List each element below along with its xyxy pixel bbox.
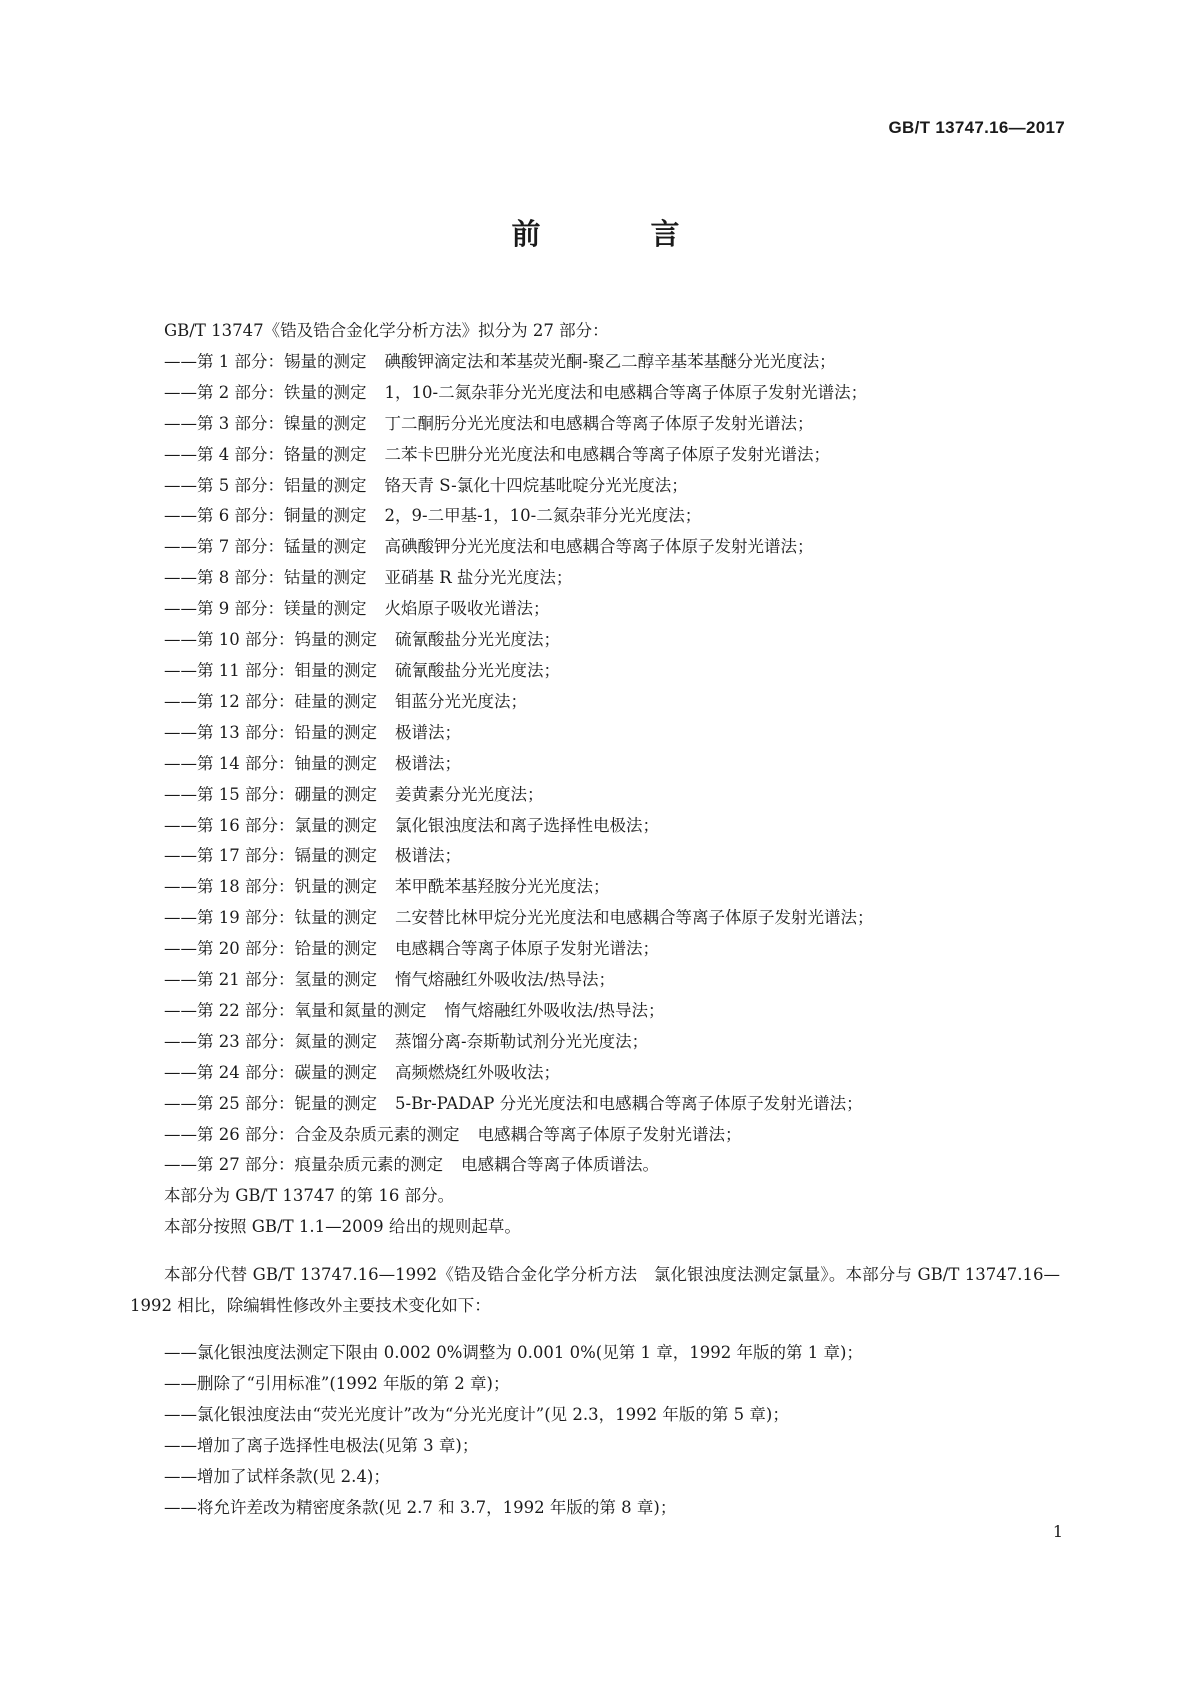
part-method: 电感耦合等离子体原子发射光谱法； [395, 939, 659, 959]
change-list-item: ——增加了离子选择性电极法(见第 3 章)； [164, 1435, 479, 1455]
change-list-item: ——氯化银浊度法测定下限由 0.002 0%调整为 0.001 0%(见第 1 章，1992 年版的第 1 章)； [164, 1343, 863, 1362]
part-list-item [130, 841, 1060, 872]
change-list-item: ——将允许差改为精密度条款(见 2.7 和 3.7，1992 年版的第 8 章)； [164, 1497, 677, 1517]
part-label: ——第 6 部分：铜量的测定 [164, 506, 367, 526]
part-label: ——第 10 部分：钨量的测定 [164, 630, 377, 650]
statement-drafting-rules: 本部分按照 GB/T 1.1—2009 给出的规则起草。 [164, 1217, 521, 1237]
part-label: ——第 20 部分：铪量的测定 [164, 939, 377, 959]
part-method: 极谱法； [395, 846, 461, 866]
changes-list [130, 1338, 1060, 1523]
part-method: 2，9-二甲基-1，10-二氮杂菲分光光度法； [384, 506, 702, 526]
part-list-item [130, 1150, 1060, 1181]
change-list-item: ——氯化银浊度法由“荧光光度计”改为“分光光度计”(见 2.3，1992 年版的第 5 章)； [164, 1404, 789, 1424]
part-method: 二苯卡巴肼分光光度法和电感耦合等离子体原子发射光谱法； [384, 444, 830, 464]
part-label: ——第 27 部分：痕量杂质元素的测定 [164, 1155, 443, 1175]
part-list-item [130, 656, 1060, 687]
part-label: ——第 21 部分：氢量的测定 [164, 970, 377, 990]
part-label: ——第 15 部分：硼量的测定 [164, 784, 377, 804]
part-label: ——第 4 部分：铬量的测定 [164, 444, 367, 464]
part-method: 火焰原子吸收光谱法； [384, 599, 550, 619]
part-method: 高频燃烧红外吸收法； [395, 1062, 560, 1082]
part-method: 苯甲酰苯基羟胺分光光度法； [395, 877, 610, 897]
intro-line: GB/T 13747《锆及锆合金化学分析方法》拟分为 27 部分： [164, 321, 609, 340]
part-label: ——第 18 部分：钒量的测定 [164, 877, 377, 897]
part-label: ——第 24 部分：碳量的测定 [164, 1062, 377, 1082]
part-method: 钼蓝分光光度法； [395, 691, 527, 711]
part-list-item [130, 532, 1060, 563]
part-method: 5-Br-PADAP 分光光度法和电感耦合等离子体原子发射光谱法； [395, 1093, 863, 1113]
part-list-item [130, 1089, 1060, 1120]
foreword-body [130, 316, 1060, 1523]
part-list-item [130, 903, 1060, 934]
part-method: 极谱法； [395, 722, 461, 742]
part-label: ——第 7 部分：锰量的测定 [164, 537, 367, 557]
statement-part-number: 本部分为 GB/T 13747 的第 16 部分。 [164, 1186, 455, 1206]
part-list-item [130, 347, 1060, 378]
part-label: ——第 16 部分：氯量的测定 [164, 815, 377, 835]
part-method: 极谱法； [395, 753, 461, 773]
parts-list [130, 347, 1060, 1181]
change-list-item: ——增加了试样条款(见 2.4)； [164, 1466, 390, 1486]
part-label: ——第 5 部分：铝量的测定 [164, 475, 367, 495]
standard-number-header: GB/T 13747.16—2017 [888, 118, 1065, 137]
part-method: 姜黄素分光光度法； [395, 784, 544, 804]
part-method: 电感耦合等离子体质谱法。 [461, 1155, 659, 1175]
part-list-item [130, 687, 1060, 718]
part-method: 惰气熔融红外吸收法/热导法； [444, 1000, 665, 1020]
part-method: 亚硝基 R 盐分光光度法； [384, 568, 573, 588]
part-label: ——第 8 部分：钴量的测定 [164, 568, 367, 588]
part-list-item [130, 996, 1060, 1027]
part-list-item [130, 440, 1060, 471]
part-method: 硫氰酸盐分光光度法； [395, 660, 560, 680]
part-label: ——第 1 部分：锡量的测定 [164, 351, 367, 371]
part-method: 惰气熔融红外吸收法/热导法； [395, 970, 616, 990]
part-method: 二安替比林甲烷分光光度法和电感耦合等离子体原子发射光谱法； [395, 908, 874, 928]
part-list-item [130, 594, 1060, 625]
part-list-item [130, 780, 1060, 811]
part-label: ——第 14 部分：铀量的测定 [164, 753, 377, 773]
part-list-item [130, 718, 1060, 749]
part-method: 蒸馏分离-奈斯勒试剂分光光度法； [395, 1031, 649, 1051]
part-list-item [130, 1120, 1060, 1151]
part-method: 丁二酮肟分光光度法和电感耦合等离子体原子发射光谱法； [384, 413, 814, 433]
page-title: 前 言 [511, 217, 730, 251]
part-method: 碘酸钾滴定法和苯基荧光酮-聚乙二醇辛基苯基醚分光光度法； [384, 351, 836, 371]
part-list-item [130, 471, 1060, 502]
part-list-item [130, 501, 1060, 532]
part-list-item [130, 749, 1060, 780]
part-label: ——第 3 部分：镍量的测定 [164, 413, 367, 433]
part-label: ——第 9 部分：镁量的测定 [164, 599, 367, 619]
replacement-paragraph: 本部分代替 GB/T 13747.16—1992《锆及锆合金化学分析方法 氯化银浊度法测定氯量》。本部分与 GB/T 13747.16—1992 相比，除编辑性修改外主要技术变化如下： [130, 1264, 1060, 1315]
part-method: 硫氰酸盐分光光度法； [395, 630, 560, 650]
part-label: ——第 2 部分：铁量的测定 [164, 382, 367, 402]
part-method: 氯化银浊度法和离子选择性电极法； [395, 815, 659, 835]
part-method: 铬天青 S-氯化十四烷基吡啶分光光度法； [384, 475, 688, 495]
part-label: ——第 17 部分：镉量的测定 [164, 846, 377, 866]
change-list-item: ——删除了“引用标准”(1992 年版的第 2 章)； [164, 1373, 510, 1393]
part-list-item [130, 1027, 1060, 1058]
part-list-item [130, 409, 1060, 440]
part-method: 电感耦合等离子体原子发射光谱法； [477, 1124, 742, 1144]
part-method: 高碘酸钾分光光度法和电感耦合等离子体原子发射光谱法； [384, 537, 814, 557]
part-label: ——第 19 部分：钛量的测定 [164, 908, 377, 928]
part-list-item [130, 563, 1060, 594]
part-label: ——第 22 部分：氧量和氮量的测定 [164, 1000, 427, 1020]
part-list-item [130, 625, 1060, 656]
part-list-item [130, 378, 1060, 409]
part-label: ——第 12 部分：硅量的测定 [164, 691, 377, 711]
page-number: 1 [1052, 1522, 1063, 1541]
part-list-item [130, 811, 1060, 842]
part-method: 1，10-二氮杂菲分光光度法和电感耦合等离子体原子发射光谱法； [384, 382, 868, 402]
part-list-item [130, 1058, 1060, 1089]
part-label: ——第 26 部分：合金及杂质元素的测定 [164, 1124, 460, 1144]
part-label: ——第 13 部分：铅量的测定 [164, 722, 377, 742]
part-label: ——第 23 部分：氮量的测定 [164, 1031, 377, 1051]
part-list-item [130, 872, 1060, 903]
part-list-item [130, 965, 1060, 996]
part-label: ——第 25 部分：铌量的测定 [164, 1093, 377, 1113]
part-label: ——第 11 部分：钼量的测定 [164, 660, 377, 680]
part-list-item [130, 934, 1060, 965]
